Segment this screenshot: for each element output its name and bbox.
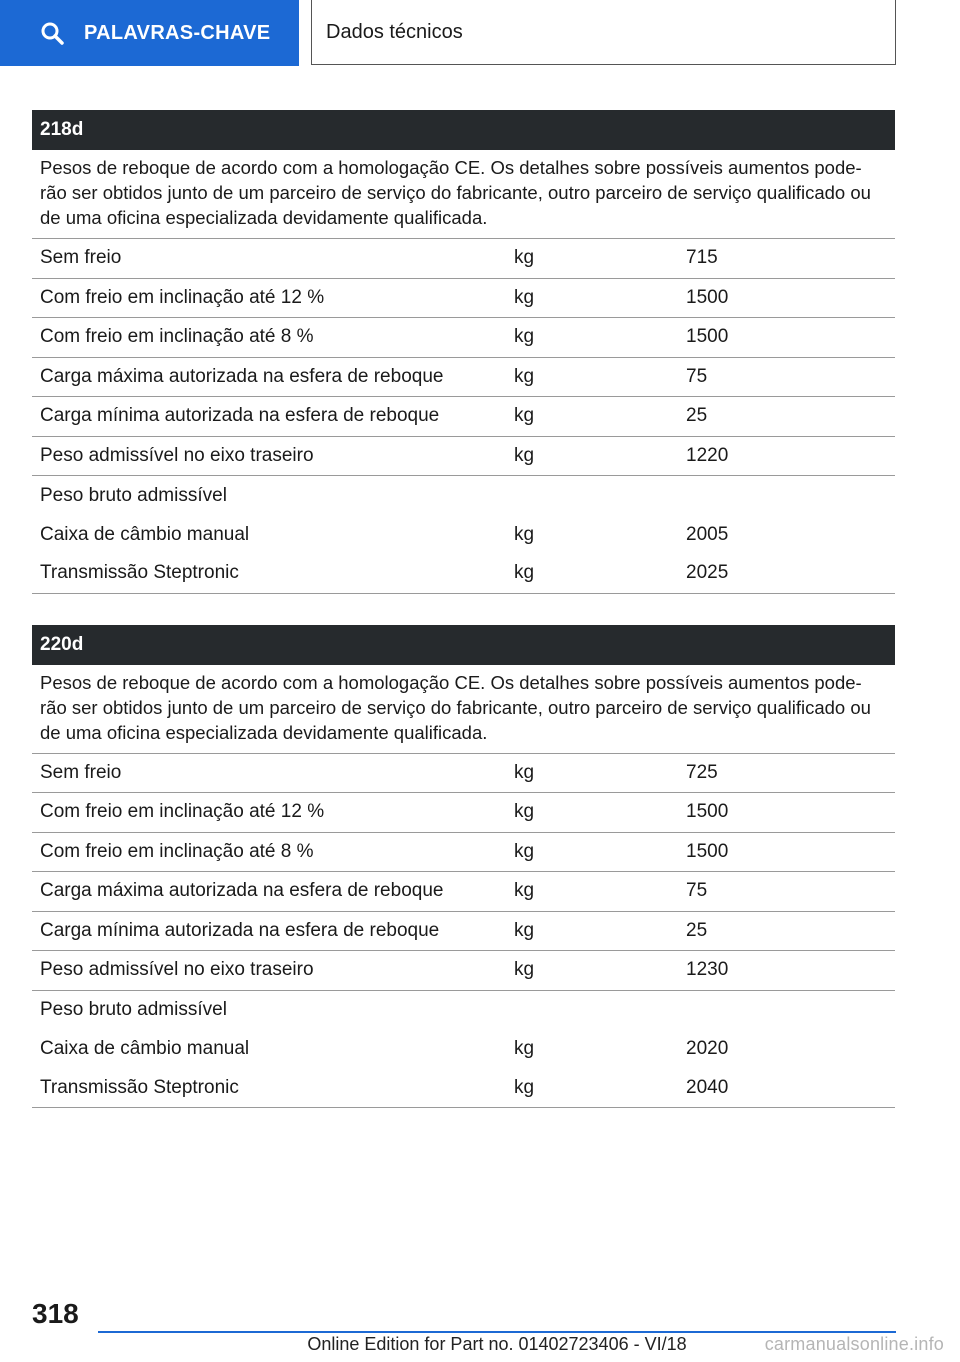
row-unit: kg (514, 286, 535, 308)
model-description: Pesos de reboque de acordo com a homologação CE. Os detalhes sobre possíveis aumentos pode- rão ser obtidos junto de um parceiro de serviço do fabricante, outro parceiro de serviço qualificado ou de uma oficina especializada devidamente qualificada. (32, 665, 895, 754)
row-unit: kg (514, 326, 535, 348)
gross-weight-heading-row (32, 991, 895, 1030)
row-label: Transmissão Steptronic (40, 1076, 239, 1098)
row-value: 75 (686, 880, 708, 902)
main-content (32, 110, 895, 1139)
model-description: Pesos de reboque de acordo com a homologação CE. Os detalhes sobre possíveis aumentos pode- rão ser obtidos junto de um parceiro de serviço do fabricante, outro parceiro de serviço qualificado ou de uma oficina especializada devidamente qualificada. (32, 150, 895, 239)
row-value: 75 (686, 365, 708, 387)
row-value: 715 (686, 247, 718, 269)
table-row (32, 239, 895, 279)
row-label: Carga mínima autorizada na esfera de reboque (40, 405, 440, 427)
row-unit: kg (514, 840, 535, 862)
row-unit: kg (514, 919, 535, 941)
row-value: 1500 (686, 801, 729, 823)
section-title-tab[interactable] (311, 0, 896, 65)
spec-section-220d (32, 625, 895, 1109)
keywords-button[interactable] (0, 0, 299, 66)
row-label: Transmissão Steptronic (40, 562, 239, 584)
row-label: Com freio em inclinação até 12 % (40, 286, 325, 308)
gross-weight-manual-row (32, 1030, 895, 1069)
table-row (32, 397, 895, 437)
row-value: 725 (686, 761, 718, 783)
row-unit: kg (514, 959, 535, 981)
row-value: 2040 (686, 1076, 729, 1098)
row-value: 1500 (686, 286, 729, 308)
row-value: 2005 (686, 523, 729, 545)
row-label: Peso admissível no eixo traseiro (40, 959, 314, 981)
row-value: 25 (686, 405, 708, 427)
row-value: 25 (686, 919, 708, 941)
row-label: Sem freio (40, 247, 122, 269)
table-row (32, 872, 895, 912)
row-unit: kg (514, 1076, 535, 1098)
watermark: carmanualsonline.info (764, 1334, 944, 1354)
row-label: Caixa de câmbio manual (40, 1038, 250, 1059)
gross-weight-heading-row (32, 476, 895, 515)
row-label: Peso admissível no eixo traseiro (40, 444, 314, 466)
row-label: Carga máxima autorizada na esfera de reboque (40, 365, 444, 387)
row-unit: kg (514, 761, 535, 783)
model-header: 220d (32, 625, 895, 665)
row-label: Carga mínima autorizada na esfera de reboque (40, 919, 440, 941)
table-row (32, 833, 895, 873)
row-unit: kg (514, 365, 535, 387)
search-icon (40, 21, 64, 45)
table-row (32, 437, 895, 477)
gross-weight-label: Peso bruto admissível (40, 484, 227, 506)
row-value: 1500 (686, 326, 729, 348)
row-value: 1230 (686, 959, 729, 981)
table-row (32, 754, 895, 794)
row-unit: kg (514, 444, 535, 466)
row-label: Com freio em inclinação até 8 % (40, 840, 314, 862)
row-value: 2020 (686, 1038, 729, 1059)
row-unit: kg (514, 405, 535, 427)
gross-weight-steptronic-row (32, 554, 895, 594)
row-unit: kg (514, 523, 535, 545)
model-header: 218d (32, 110, 895, 150)
row-unit: kg (514, 1038, 535, 1059)
table-row (32, 951, 895, 991)
section-title: Dados técnicos (326, 20, 463, 43)
keywords-label: PALAVRAS-CHAVE (84, 21, 271, 44)
table-row (32, 318, 895, 358)
row-value: 2025 (686, 562, 729, 584)
gross-weight-label: Peso bruto admissível (40, 999, 227, 1020)
top-navigation-bar (0, 0, 960, 66)
table-row (32, 358, 895, 398)
gross-weight-manual-row (32, 515, 895, 554)
row-unit: kg (514, 247, 535, 269)
table-row (32, 912, 895, 952)
row-label: Com freio em inclinação até 8 % (40, 326, 314, 348)
row-value: 1220 (686, 444, 729, 466)
table-row (32, 279, 895, 319)
row-label: Carga máxima autorizada na esfera de reboque (40, 880, 444, 902)
page-number: 318 (32, 1298, 79, 1329)
row-label: Com freio em inclinação até 12 % (40, 801, 325, 823)
row-label: Sem freio (40, 761, 122, 783)
spec-section-218d (32, 110, 895, 594)
row-label: Caixa de câmbio manual (40, 523, 250, 545)
edition-text: Online Edition for Part no. 01402723406 - VI/18 (307, 1334, 687, 1354)
gross-weight-steptronic-row (32, 1069, 895, 1109)
row-unit: kg (514, 801, 535, 823)
row-unit: kg (514, 880, 535, 902)
table-row (32, 793, 895, 833)
row-value: 1500 (686, 840, 729, 862)
row-unit: kg (514, 562, 535, 584)
footer-divider (98, 1331, 896, 1333)
